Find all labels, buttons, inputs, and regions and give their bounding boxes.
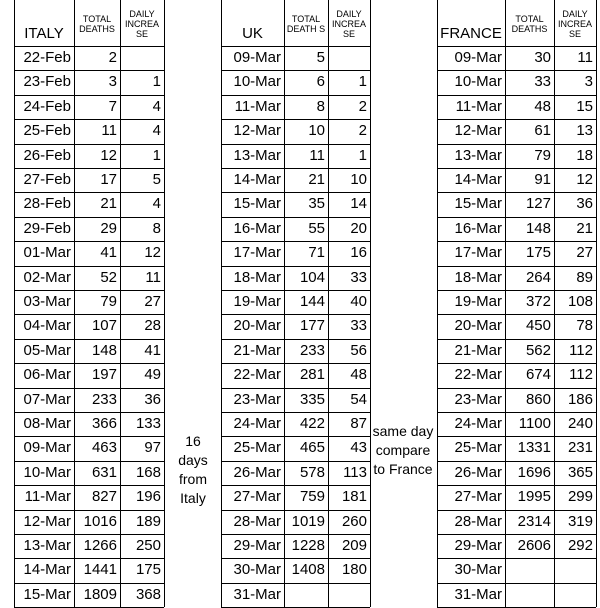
uk-grid-hline: [221, 144, 370, 145]
france-date-cell: 30-Mar: [454, 561, 502, 579]
uk-grid-vline: [284, 0, 285, 607]
uk-date-cell: 11-Mar: [234, 97, 281, 115]
italy-grid-hline: [14, 510, 164, 511]
uk-grid-vline: [370, 0, 371, 607]
uk-grid-hline: [221, 558, 370, 559]
france-daily-increase-cell: 240: [567, 415, 593, 432]
france-total-deaths-cell: 1995: [517, 488, 551, 506]
italy-total-deaths-cell: 41: [100, 244, 117, 262]
italy-total-deaths-cell: 107: [91, 317, 117, 335]
uk-daily-increase-cell: 43: [350, 439, 367, 457]
italy-offset-note: 16 days from Italy: [178, 433, 208, 506]
uk-date-cell: 14-Mar: [233, 171, 281, 188]
france-grid-hline: [437, 290, 596, 291]
italy-total-deaths-cell: 233: [91, 390, 117, 408]
france-total-deaths-cell: 2314: [517, 512, 551, 530]
italy-date-cell: 13-Mar: [23, 537, 71, 554]
uk-grid-hline: [221, 485, 370, 486]
uk-daily-increase-cell: 2: [358, 97, 367, 115]
france-total-deaths-cell: 33: [534, 73, 551, 91]
france-grid-hline: [437, 388, 596, 389]
france-daily-increase-cell: 3: [584, 73, 593, 91]
france-grid-hline: [437, 436, 596, 437]
france-date-cell: 12-Mar: [454, 122, 502, 140]
uk-total-deaths-cell: 35: [308, 195, 325, 213]
france-date-cell: 09-Mar: [454, 49, 502, 66]
uk-date-cell: 16-Mar: [233, 219, 281, 237]
france-date-cell: 23-Mar: [454, 390, 502, 408]
uk-total-deaths-cell: 335: [299, 390, 325, 408]
france-grid-hline: [437, 192, 596, 193]
france-date-cell: 14-Mar: [454, 171, 502, 188]
uk-grid-hline: [221, 363, 370, 364]
uk-grid-hline: [221, 168, 370, 169]
italy-daily-increase-cell: 11: [145, 268, 161, 286]
italy-grid-hline: [14, 485, 164, 486]
uk-total-deaths-cell: 104: [299, 268, 325, 286]
uk-total-deaths-cell: 578: [299, 463, 325, 481]
uk-daily-increase-cell: 87: [350, 415, 367, 432]
italy-date-cell: 10-Mar: [23, 463, 71, 481]
france-grid-hline: [437, 144, 596, 145]
italy-date-cell: 05-Mar: [23, 341, 71, 359]
france-date-cell: 11-Mar: [455, 97, 502, 115]
uk-total-deaths-cell: 10: [308, 122, 325, 140]
italy-grid-hline: [14, 388, 164, 389]
italy-date-cell: 26-Feb: [23, 146, 71, 164]
italy-grid-hline: [14, 314, 164, 315]
italy-daily-increase-cell: 97: [144, 439, 161, 457]
italy-daily-increase-cell: 5: [152, 171, 161, 188]
uk-daily-increase-cell: 209: [341, 537, 367, 554]
france-total-deaths-cell: 30: [534, 49, 551, 66]
italy-daily-increase-cell: 250: [135, 537, 161, 554]
france-grid-hline: [437, 217, 596, 218]
italy-grid-hline: [14, 266, 164, 267]
italy-date-cell: 07-Mar: [23, 390, 71, 408]
france-daily-increase-cell: 186: [567, 390, 593, 408]
italy-total-deaths-cell: 21: [100, 195, 117, 213]
italy-total-deaths-cell: 463: [91, 439, 117, 457]
uk-date-cell: 09-Mar: [233, 49, 281, 66]
italy-total-deaths-cell: 366: [91, 415, 117, 432]
italy-total-deaths-cell: 2: [108, 49, 117, 66]
uk-daily-increase-cell: 1: [358, 73, 367, 91]
france-daily-increase-cell: 112: [569, 341, 593, 359]
france-daily-increase-cell: 231: [567, 439, 593, 457]
uk-date-cell: 31-Mar: [233, 585, 281, 603]
france-grid-vline: [505, 0, 506, 607]
italy-daily-increase-cell: 1: [152, 73, 161, 91]
italy-date-cell: 04-Mar: [23, 317, 71, 335]
france-grid-hline: [437, 461, 596, 462]
france-grid-hline: [437, 70, 596, 71]
italy-total-deaths-cell: 17: [100, 171, 117, 188]
france-header-country: FRANCE: [440, 25, 502, 42]
france-total-deaths-cell: 48: [534, 97, 551, 115]
france-grid-hline: [437, 95, 596, 96]
italy-grid-hline: [14, 534, 164, 535]
uk-grid-hline: [221, 217, 370, 218]
france-daily-increase-cell: 78: [576, 317, 593, 335]
italy-grid-hline: [14, 412, 164, 413]
france-total-deaths-cell: 264: [525, 268, 551, 286]
uk-daily-increase-cell: 2: [358, 122, 367, 140]
uk-total-deaths-cell: 55: [308, 219, 325, 237]
uk-date-cell: 25-Mar: [233, 439, 281, 457]
italy-total-deaths-cell: 79: [100, 293, 117, 310]
uk-date-cell: 30-Mar: [233, 561, 281, 579]
italy-grid-hline: [14, 217, 164, 218]
uk-date-cell: 18-Mar: [233, 268, 281, 286]
italy-grid-hline: [14, 70, 164, 71]
uk-daily-increase-cell: 180: [341, 561, 367, 579]
uk-total-deaths-cell: 5: [316, 49, 325, 66]
france-daily-increase-cell: 36: [576, 195, 593, 213]
france-total-deaths-cell: 562: [525, 341, 551, 359]
uk-date-cell: 28-Mar: [233, 512, 281, 530]
italy-daily-increase-cell: 175: [135, 561, 161, 579]
uk-grid-hline: [221, 339, 370, 340]
france-total-deaths-cell: 148: [525, 219, 551, 237]
uk-grid-hline: [221, 534, 370, 535]
uk-date-cell: 13-Mar: [233, 146, 281, 164]
uk-grid-hline: [221, 461, 370, 462]
uk-total-deaths-cell: 1228: [291, 537, 325, 554]
france-grid-hline: [437, 534, 596, 535]
italy-date-cell: 09-Mar: [23, 439, 71, 457]
italy-grid-vline: [14, 0, 15, 607]
italy-daily-increase-cell: 4: [152, 195, 161, 213]
italy-total-deaths-cell: 148: [91, 341, 117, 359]
italy-daily-increase-cell: 36: [144, 390, 161, 408]
italy-total-deaths-cell: 12: [100, 146, 117, 164]
italy-date-cell: 02-Mar: [23, 268, 71, 286]
uk-header-total-deaths: TOTAL DEATH S: [286, 14, 326, 34]
france-grid-hline: [437, 119, 596, 120]
uk-total-deaths-cell: 11: [309, 146, 325, 164]
uk-date-cell: 23-Mar: [233, 390, 281, 408]
uk-daily-increase-cell: 16: [350, 244, 367, 262]
france-grid-hline: [437, 168, 596, 169]
uk-daily-increase-cell: 14: [350, 195, 367, 213]
france-grid-hline: [437, 266, 596, 267]
france-date-cell: 16-Mar: [454, 219, 502, 237]
france-grid-vline: [437, 0, 438, 607]
italy-date-cell: 27-Feb: [23, 171, 71, 188]
uk-total-deaths-cell: 422: [299, 415, 325, 432]
italy-total-deaths-cell: 1266: [83, 537, 117, 554]
uk-daily-increase-cell: 1: [358, 146, 367, 164]
italy-daily-increase-cell: [120, 46, 164, 70]
italy-grid-hline: [14, 168, 164, 169]
italy-grid-hline: [14, 46, 164, 47]
uk-daily-increase-cell: 260: [341, 512, 367, 530]
france-date-cell: 18-Mar: [454, 268, 502, 286]
uk-daily-increase-cell: 54: [350, 390, 367, 408]
france-total-deaths-cell: 674: [525, 366, 551, 384]
uk-total-deaths-cell: 1408: [291, 561, 325, 579]
france-daily-increase-cell: 112: [569, 366, 593, 384]
france-date-cell: 27-Mar: [454, 488, 502, 506]
france-total-deaths-cell: 175: [525, 244, 551, 262]
italy-grid-hline: [14, 144, 164, 145]
italy-total-deaths-cell: 1016: [83, 512, 117, 530]
france-daily-increase-cell: [554, 583, 596, 607]
italy-total-deaths-cell: 29: [100, 219, 117, 237]
uk-date-cell: 12-Mar: [233, 122, 281, 140]
uk-grid-vline: [221, 0, 222, 607]
italy-grid-hline: [14, 290, 164, 291]
france-header-total-deaths: TOTAL DEATHS: [511, 14, 548, 34]
uk-date-cell: 22-Mar: [233, 366, 281, 384]
italy-total-deaths-cell: 827: [91, 488, 117, 506]
italy-date-cell: 25-Feb: [23, 122, 71, 140]
uk-grid-hline: [221, 583, 370, 584]
france-date-cell: 13-Mar: [454, 146, 502, 164]
uk-grid-vline: [328, 0, 329, 607]
france-date-cell: 21-Mar: [454, 341, 502, 359]
italy-daily-increase-cell: 4: [152, 97, 161, 115]
italy-date-cell: 24-Feb: [23, 97, 71, 115]
uk-total-deaths-cell: 281: [299, 366, 325, 384]
uk-date-cell: 19-Mar: [233, 293, 281, 310]
uk-grid-hline: [221, 266, 370, 267]
france-daily-increase-cell: 21: [576, 219, 593, 237]
italy-date-cell: 14-Mar: [23, 561, 71, 579]
uk-daily-increase-cell: 33: [350, 317, 367, 335]
uk-grid-hline: [221, 70, 370, 71]
uk-total-deaths-cell: 21: [308, 171, 325, 188]
france-grid-hline: [437, 363, 596, 364]
italy-total-deaths-cell: 52: [100, 268, 117, 286]
france-daily-increase-cell: 365: [567, 463, 593, 481]
italy-daily-increase-cell: 368: [135, 585, 161, 603]
france-date-cell: 20-Mar: [454, 317, 502, 335]
italy-daily-increase-cell: 168: [135, 463, 161, 481]
france-date-cell: 28-Mar: [454, 512, 502, 530]
france-daily-increase-cell: 319: [567, 512, 593, 530]
france-header-daily-increase: DAILY INCREA SE: [557, 9, 592, 39]
france-total-deaths-cell: 79: [534, 146, 551, 164]
france-date-cell: 29-Mar: [454, 537, 502, 554]
uk-date-cell: 21-Mar: [233, 341, 281, 359]
uk-daily-increase-cell: 40: [350, 293, 367, 310]
uk-date-cell: 24-Mar: [233, 415, 281, 432]
italy-daily-increase-cell: 41: [144, 341, 161, 359]
france-total-deaths-cell: 61: [534, 122, 551, 140]
uk-grid-hline: [221, 290, 370, 291]
uk-daily-increase-cell: [328, 46, 370, 70]
france-total-deaths-cell: [505, 583, 554, 607]
uk-daily-increase-cell: 113: [343, 463, 367, 481]
uk-total-deaths-cell: 144: [299, 293, 325, 310]
italy-date-cell: 29-Feb: [23, 219, 71, 237]
france-total-deaths-cell: 1696: [517, 463, 551, 481]
france-grid-hline: [437, 241, 596, 242]
italy-grid-hline: [14, 363, 164, 364]
france-total-deaths-cell: 450: [525, 317, 551, 335]
france-total-deaths-cell: 91: [534, 171, 551, 188]
uk-daily-increase-cell: 33: [350, 268, 367, 286]
france-total-deaths-cell: [505, 558, 554, 582]
uk-date-cell: 26-Mar: [233, 463, 281, 481]
italy-date-cell: 15-Mar: [23, 585, 71, 603]
italy-grid-hline: [14, 241, 164, 242]
uk-daily-increase-cell: 181: [341, 488, 367, 506]
italy-daily-increase-cell: 49: [144, 366, 161, 384]
uk-grid-hline: [221, 192, 370, 193]
italy-total-deaths-cell: 1809: [83, 585, 117, 603]
uk-total-deaths-cell: 1019: [291, 512, 325, 530]
france-daily-increase-cell: 13: [576, 122, 593, 140]
italy-date-cell: 11-Mar: [24, 488, 71, 506]
france-total-deaths-cell: 372: [525, 293, 551, 310]
italy-grid-vline: [74, 0, 75, 607]
france-grid-vline: [554, 0, 555, 607]
uk-total-deaths-cell: 8: [316, 97, 325, 115]
uk-total-deaths-cell: 759: [299, 488, 325, 506]
uk-header-daily-increase: DAILY INCREA SE: [331, 9, 366, 39]
uk-total-deaths-cell: 177: [299, 317, 325, 335]
france-daily-increase-cell: 292: [567, 537, 593, 554]
italy-total-deaths-cell: 11: [101, 122, 117, 140]
france-grid-hline: [437, 583, 596, 584]
italy-header-country: ITALY: [24, 25, 64, 42]
italy-daily-increase-cell: 189: [135, 512, 161, 530]
france-total-deaths-cell: 1100: [518, 415, 551, 432]
italy-date-cell: 12-Mar: [23, 512, 71, 530]
italy-daily-increase-cell: 4: [152, 122, 161, 140]
italy-header-daily-increase: DAILY INCREA SE: [124, 9, 159, 39]
italy-daily-increase-cell: 28: [144, 317, 161, 335]
uk-total-deaths-cell: 71: [308, 244, 325, 262]
france-date-cell: 26-Mar: [454, 463, 502, 481]
italy-date-cell: 03-Mar: [23, 293, 71, 310]
france-grid-hline: [437, 412, 596, 413]
france-grid-hline: [437, 510, 596, 511]
uk-daily-increase-cell: 20: [350, 219, 367, 237]
france-daily-increase-cell: 89: [576, 268, 593, 286]
italy-grid-hline: [14, 119, 164, 120]
italy-grid-hline: [14, 95, 164, 96]
france-total-deaths-cell: 1331: [517, 439, 551, 457]
france-daily-increase-cell: 27: [576, 244, 593, 262]
uk-grid-hline: [221, 388, 370, 389]
uk-total-deaths-cell: 6: [316, 73, 325, 91]
france-total-deaths-cell: 127: [525, 195, 551, 213]
france-date-cell: 15-Mar: [454, 195, 502, 213]
uk-grid-hline: [221, 436, 370, 437]
france-compare-note: same day compare to France: [372, 423, 434, 477]
uk-total-deaths-cell: 233: [299, 341, 325, 359]
italy-grid-hline: [14, 583, 164, 584]
italy-date-cell: 08-Mar: [23, 415, 71, 432]
italy-header-total-deaths: TOTAL DEATHS: [79, 14, 115, 34]
uk-daily-increase-cell: 48: [350, 366, 367, 384]
france-daily-increase-cell: 12: [576, 171, 593, 188]
uk-total-deaths-cell: [284, 583, 328, 607]
france-daily-increase-cell: [554, 558, 596, 582]
france-date-cell: 25-Mar: [454, 439, 502, 457]
france-daily-increase-cell: 299: [567, 488, 593, 506]
uk-grid-hline: [221, 119, 370, 120]
france-grid-vline: [596, 0, 597, 607]
france-daily-increase-cell: 18: [576, 146, 593, 164]
uk-date-cell: 20-Mar: [233, 317, 281, 335]
italy-grid-vline: [164, 0, 165, 607]
france-daily-increase-cell: 11: [577, 49, 593, 66]
france-grid-hline: [437, 46, 596, 47]
uk-header-country: UK: [242, 25, 263, 42]
uk-grid-hline: [221, 412, 370, 413]
italy-total-deaths-cell: 7: [108, 97, 117, 115]
uk-daily-increase-cell: 56: [350, 341, 367, 359]
italy-total-deaths-cell: 197: [91, 366, 117, 384]
italy-grid-hline: [14, 339, 164, 340]
uk-grid-hline: [221, 46, 370, 47]
uk-grid-hline: [221, 241, 370, 242]
italy-total-deaths-cell: 1441: [83, 561, 117, 579]
italy-daily-increase-cell: 27: [144, 293, 161, 310]
italy-daily-increase-cell: 8: [152, 219, 161, 237]
france-grid-hline: [437, 558, 596, 559]
uk-date-cell: 15-Mar: [233, 195, 281, 213]
italy-daily-increase-cell: 133: [135, 415, 161, 432]
uk-daily-increase-cell: [328, 583, 370, 607]
italy-grid-hline: [14, 192, 164, 193]
france-date-cell: 24-Mar: [454, 415, 502, 432]
italy-daily-increase-cell: 12: [144, 244, 161, 262]
france-date-cell: 31-Mar: [454, 585, 502, 603]
uk-date-cell: 29-Mar: [233, 537, 281, 554]
italy-grid-hline: [14, 436, 164, 437]
france-daily-increase-cell: 15: [576, 97, 593, 115]
france-daily-increase-cell: 108: [567, 293, 593, 310]
italy-date-cell: 22-Feb: [23, 49, 71, 66]
france-date-cell: 17-Mar: [454, 244, 502, 262]
france-grid-hline: [437, 314, 596, 315]
uk-date-cell: 27-Mar: [233, 488, 281, 506]
france-grid-hline: [437, 339, 596, 340]
italy-grid-hline: [14, 461, 164, 462]
italy-daily-increase-cell: 1: [152, 146, 161, 164]
france-date-cell: 22-Mar: [454, 366, 502, 384]
italy-grid-vline: [120, 0, 121, 607]
uk-grid-hline: [221, 314, 370, 315]
italy-total-deaths-cell: 3: [108, 73, 117, 91]
france-grid-hline: [437, 485, 596, 486]
italy-date-cell: 01-Mar: [23, 244, 71, 262]
italy-total-deaths-cell: 631: [91, 463, 117, 481]
italy-grid-hline: [14, 558, 164, 559]
france-total-deaths-cell: 860: [525, 390, 551, 408]
italy-date-cell: 28-Feb: [23, 195, 71, 213]
uk-grid-hline: [221, 510, 370, 511]
italy-date-cell: 23-Feb: [23, 73, 71, 91]
france-date-cell: 10-Mar: [454, 73, 502, 91]
uk-date-cell: 10-Mar: [233, 73, 281, 91]
france-total-deaths-cell: 2606: [517, 537, 551, 554]
italy-date-cell: 06-Mar: [23, 366, 71, 384]
uk-total-deaths-cell: 465: [299, 439, 325, 457]
uk-date-cell: 17-Mar: [233, 244, 281, 262]
italy-daily-increase-cell: 196: [135, 488, 161, 506]
uk-daily-increase-cell: 10: [350, 171, 367, 188]
uk-grid-hline: [221, 95, 370, 96]
france-date-cell: 19-Mar: [454, 293, 502, 310]
